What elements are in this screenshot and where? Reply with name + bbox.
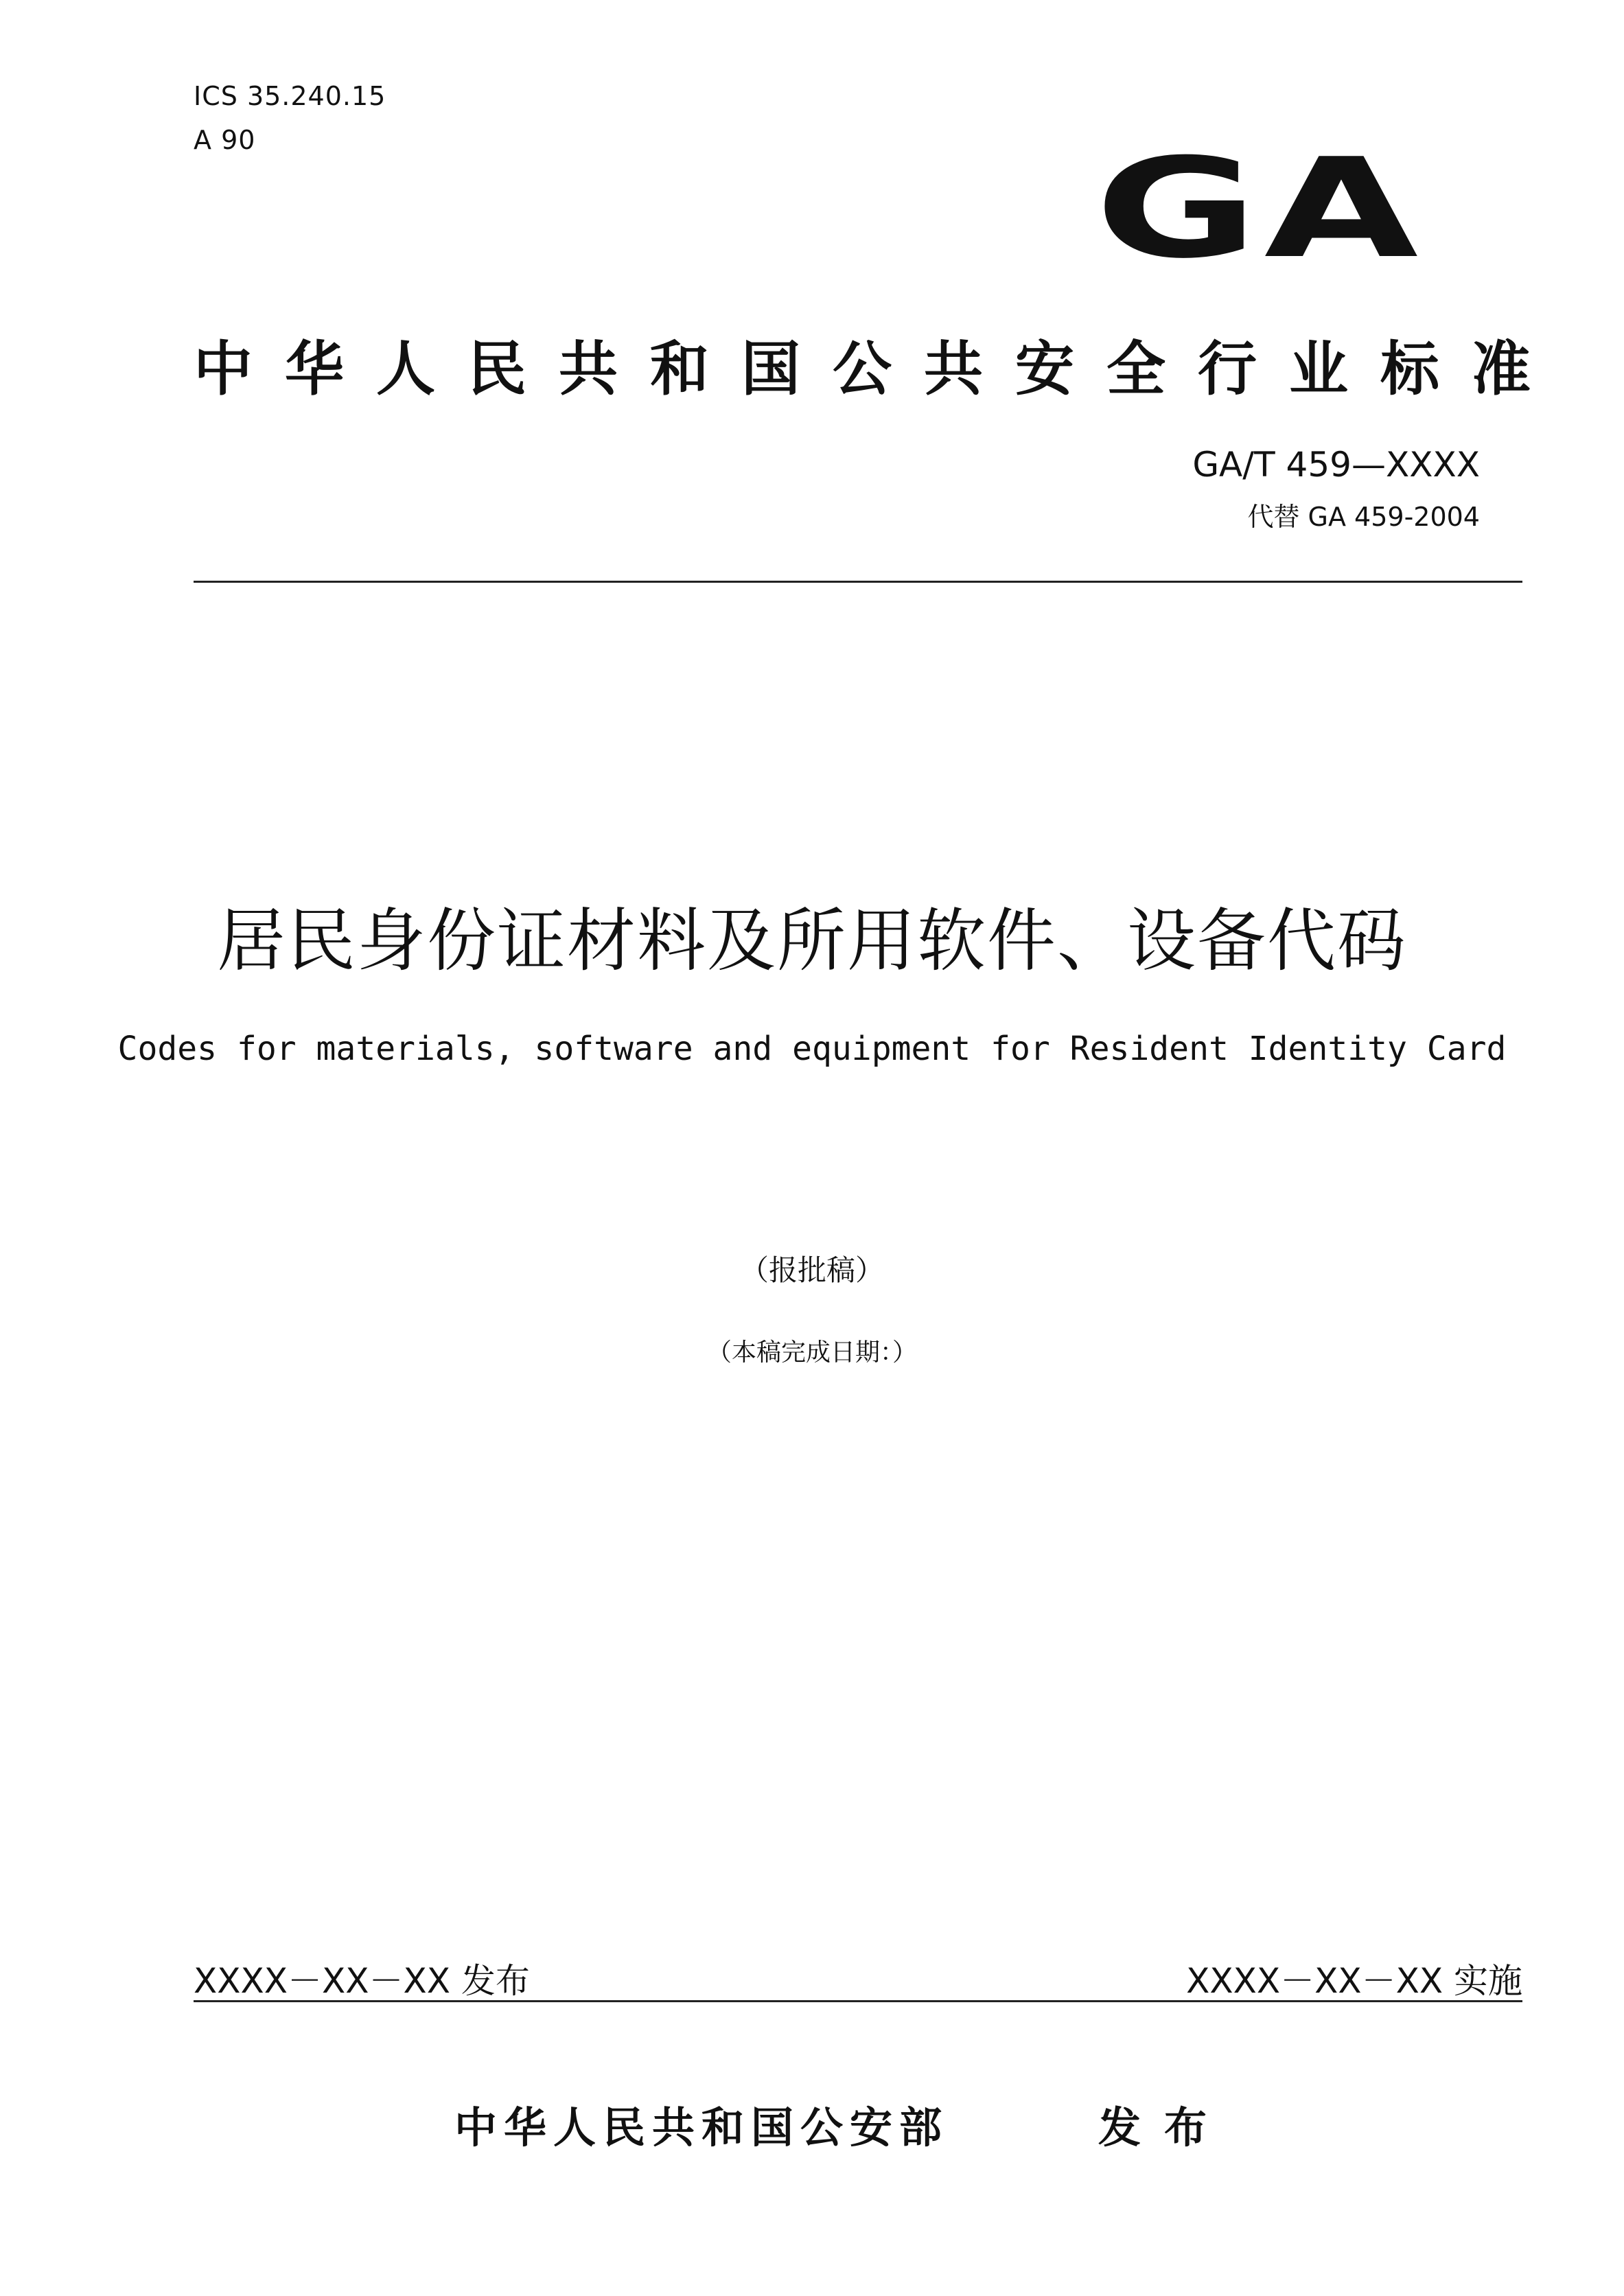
document-title-chinese: 居民身份证材料及所用软件、设备代码 — [217, 901, 1407, 981]
header-divider — [194, 581, 1522, 583]
ics-code: ICS 35.240.15 — [194, 81, 386, 111]
replaces-standard: 代替 GA 459-2004 — [1247, 502, 1480, 532]
ga-logo: GA — [1095, 129, 1424, 289]
issue-date: XXXX－XX－XX 发布 — [194, 1961, 530, 2001]
draft-stage: （报批稿） — [739, 1253, 884, 1287]
issuing-action: 发布 — [1098, 2102, 1231, 2153]
draft-completion-date: （本稿完成日期：） — [706, 1338, 917, 1367]
implementation-date: XXXX－XX－XX 实施 — [1186, 1961, 1522, 2001]
standard-type: 中华人民共和国公共安全行业标准 — [194, 335, 1563, 404]
ccs-code: A 90 — [194, 125, 256, 155]
standard-number: GA/T 459—XXXX — [1192, 445, 1480, 485]
document-title-english: Codes for materials, software and equipment for Resident Identity Card — [117, 1030, 1507, 1068]
issuing-authority: 中华人民共和国公安部 — [454, 2102, 949, 2153]
footer-divider — [194, 2000, 1522, 2002]
